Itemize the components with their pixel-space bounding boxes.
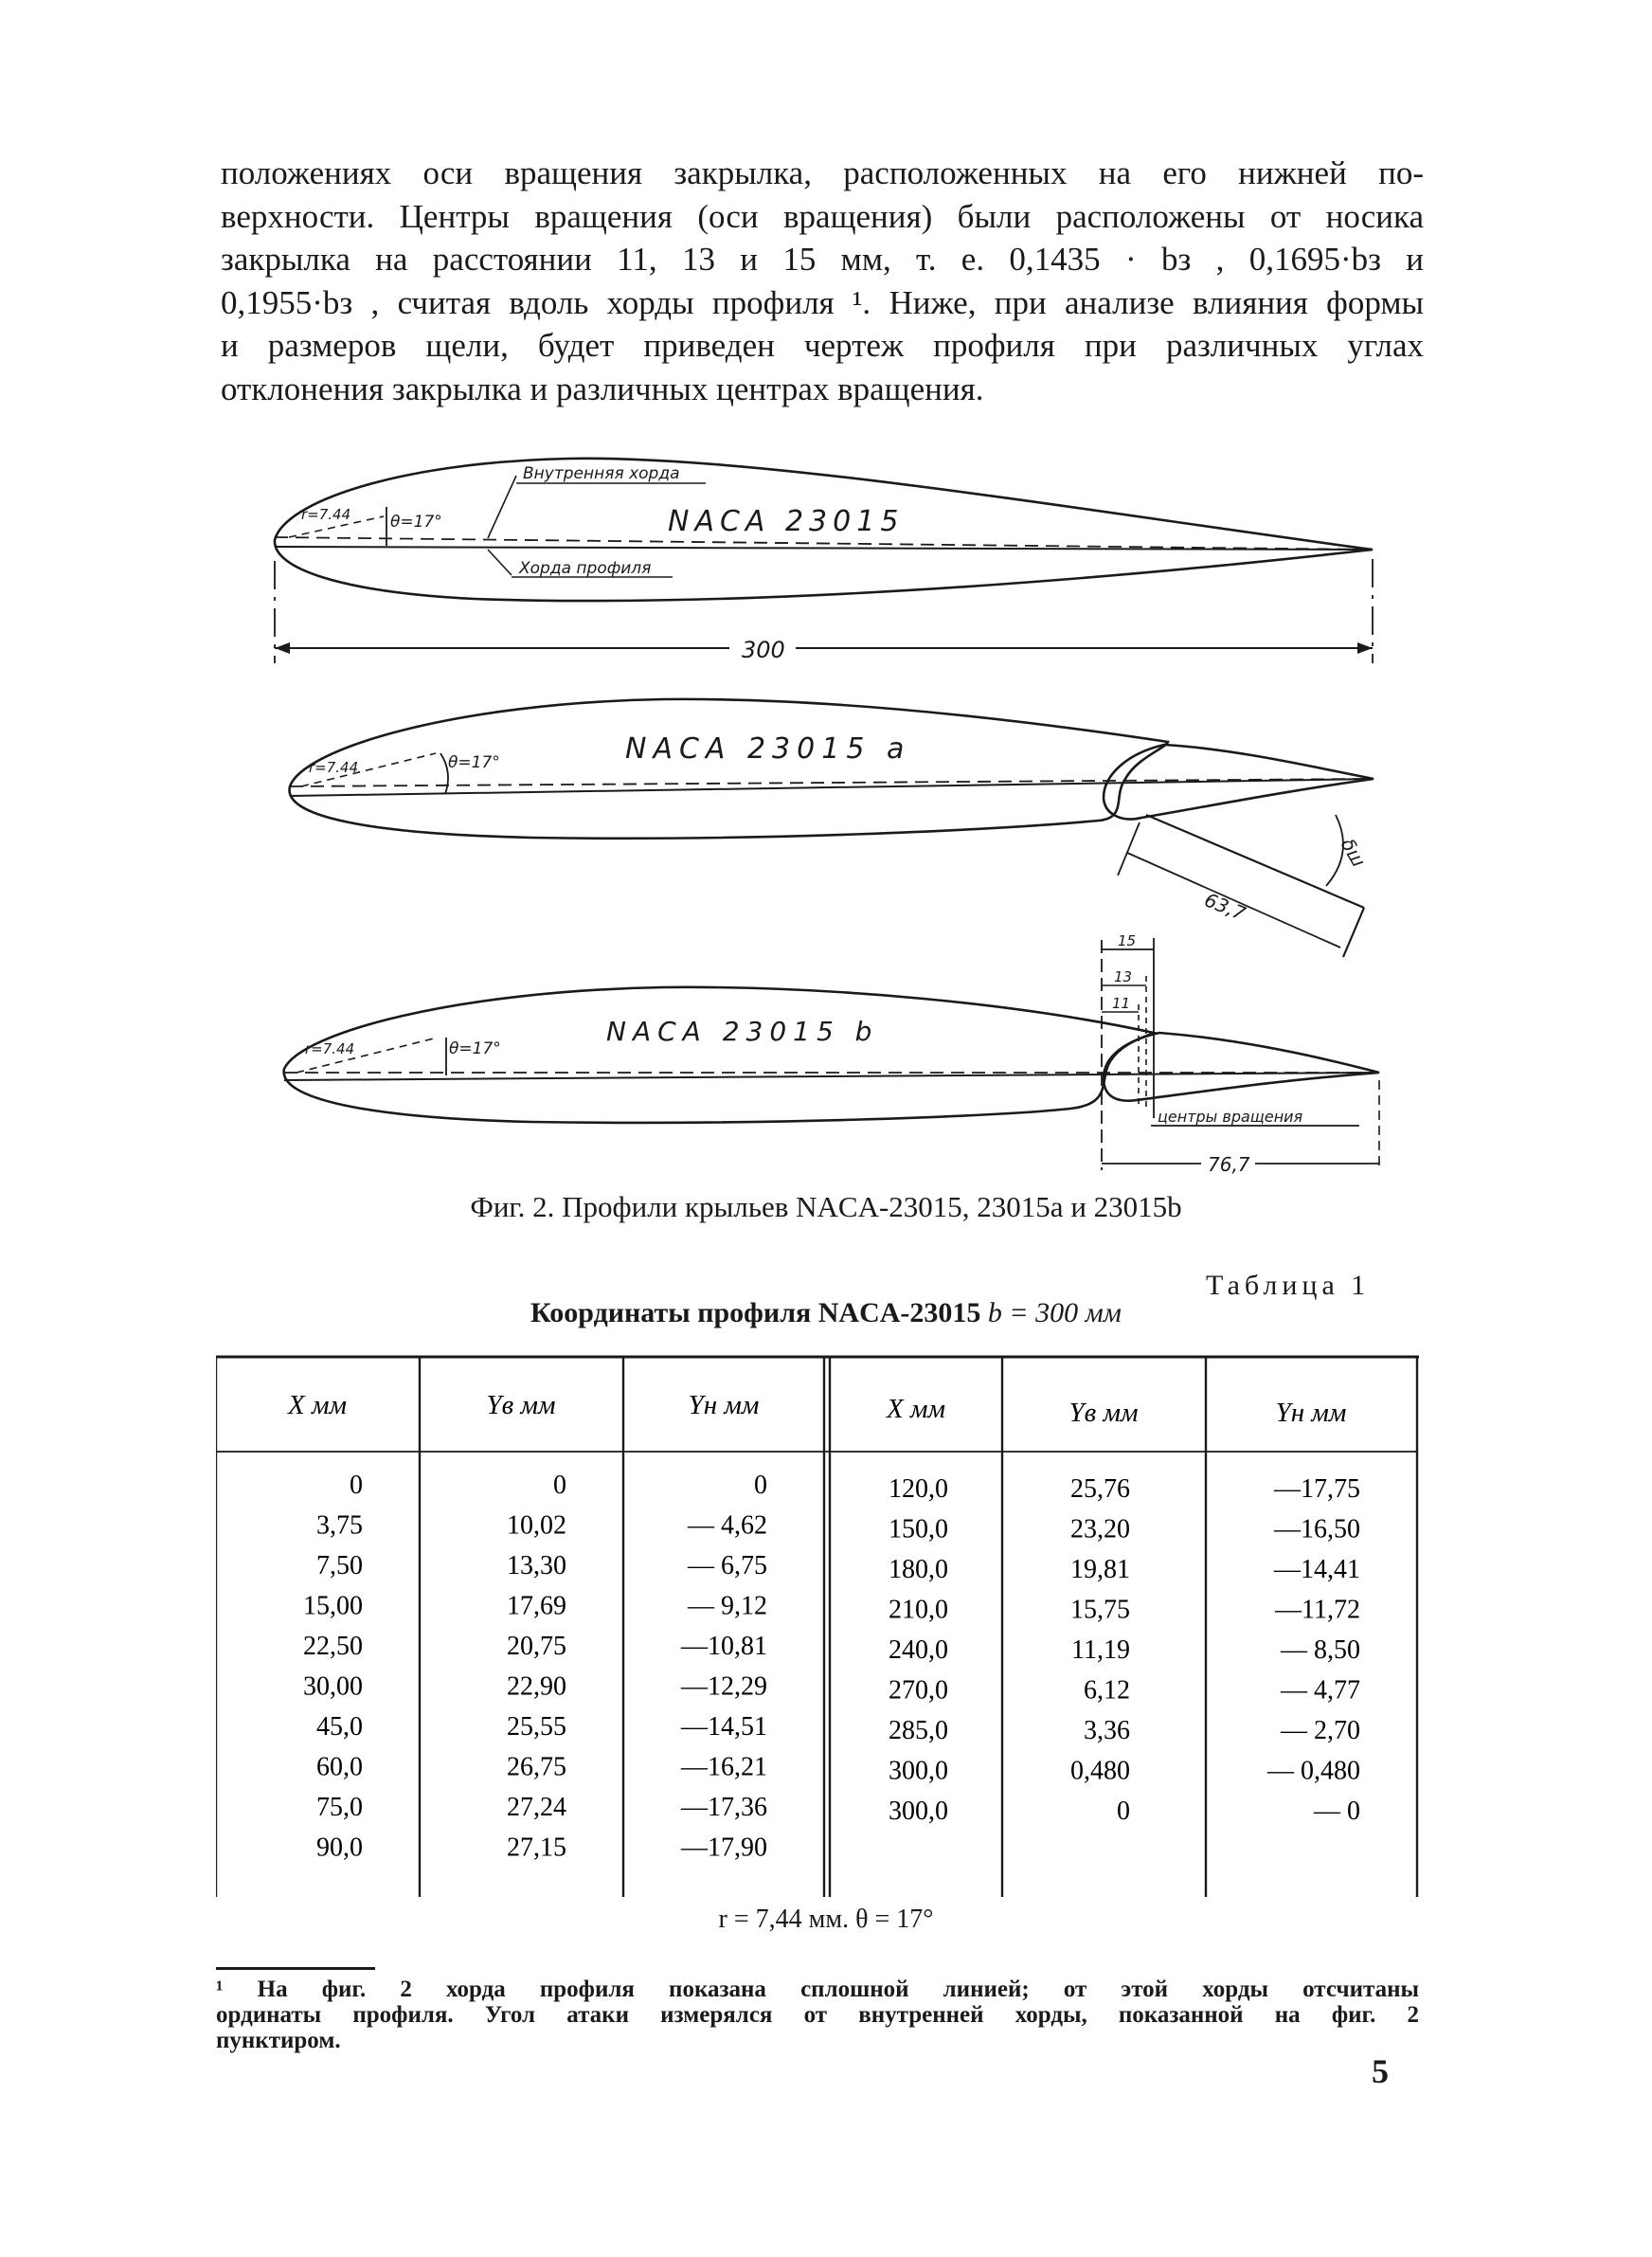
- right-cell-r7-c2: — 0,480: [1267, 1756, 1360, 1786]
- paragraph-line: 0,1955·bз , считая вдоль хорды профиля ¹. Ниже, при анализе влияния формы: [221, 283, 1424, 321]
- span-label: 300: [742, 637, 785, 663]
- right-cell-r8-c1: 0: [1117, 1797, 1130, 1826]
- chord-line: [275, 547, 1373, 550]
- profile-naca-23015: [275, 459, 1373, 663]
- page-number: 5: [1372, 2052, 1389, 2090]
- flap-chord-label: 63,7: [1201, 888, 1249, 926]
- flap-angle-label: δш: [1336, 834, 1371, 871]
- left-cell-r6-c2: —14,51: [681, 1712, 767, 1742]
- theta-label: θ=17°: [390, 513, 442, 532]
- right-cell-r1-c2: —16,50: [1274, 1514, 1360, 1544]
- centers-label: центры вращения: [1158, 1108, 1303, 1126]
- inner-chord-line: [290, 779, 1374, 786]
- right-cell-r5-c2: — 4,77: [1281, 1675, 1360, 1706]
- profile-name: NACA 23015 b: [606, 1016, 879, 1047]
- table-title: [0, 1297, 1652, 1329]
- profile-name: NACA 23015 a: [625, 732, 911, 766]
- left-cell-r9-c2: —17,90: [681, 1833, 767, 1863]
- dim-13-label: 13: [1114, 968, 1133, 985]
- flap-deflected-te: [1343, 908, 1364, 957]
- span-arrow-right: [1357, 642, 1373, 654]
- main-airfoil-outline: [284, 987, 1154, 1123]
- right-cell-r5-c1: 6,12: [1084, 1675, 1130, 1706]
- chord-line: [290, 779, 1374, 796]
- left-cell-r0-c0: 0: [350, 1471, 363, 1500]
- dim-11-label: 11: [1112, 995, 1131, 1012]
- dim-15-label: 15: [1118, 932, 1137, 949]
- right-cell-r4-c2: — 8,50: [1281, 1635, 1360, 1665]
- left-cell-r7-c2: —16,21: [681, 1752, 767, 1782]
- right-cell-r5-c0: 270,0: [889, 1675, 948, 1706]
- right-cell-r3-c2: —11,72: [1275, 1595, 1360, 1625]
- left-cell-r5-c2: —12,29: [681, 1671, 767, 1702]
- figure-caption: Фиг. 2. Профили крыльев NACA-23015, 23015a и 23015b: [470, 1190, 1182, 1223]
- left-cell-r2-c1: 13,30: [507, 1551, 566, 1580]
- left-cell-r2-c2: — 6,75: [688, 1551, 767, 1580]
- left-cell-r1-c2: — 4,62: [688, 1510, 767, 1541]
- flap-extension: [1118, 822, 1140, 876]
- radius-label: r=7.44: [301, 506, 351, 523]
- left-cell-r4-c1: 20,75: [507, 1632, 566, 1661]
- chord-label: Хорда профиля: [519, 559, 652, 578]
- header-yv-right: Yв мм: [1068, 1398, 1139, 1428]
- chord-leader: [488, 550, 512, 575]
- right-cell-r8-c0: 300,0: [889, 1797, 948, 1826]
- right-cell-r2-c0: 180,0: [889, 1555, 948, 1584]
- right-cell-r2-c2: —14,41: [1274, 1555, 1360, 1584]
- footnote-line: ординаты профиля. Угол атаки измерялся от внутренней хорды, показанной на фиг. 2: [216, 2002, 1419, 2028]
- table-title-main: Координаты профиля NACA-23015: [530, 1297, 981, 1328]
- theta-arc: [440, 753, 448, 794]
- left-cell-r3-c0: 15,00: [303, 1591, 363, 1621]
- chord-line: [284, 1073, 1379, 1080]
- header-x-right: X мм: [887, 1394, 945, 1424]
- table-title-chord: b = 300 мм: [987, 1297, 1122, 1328]
- footnote: [216, 1977, 1419, 2053]
- coordinates-table: [216, 1355, 1419, 1897]
- left-cell-r4-c2: —10,81: [681, 1632, 767, 1661]
- left-cell-r6-c0: 45,0: [316, 1712, 363, 1742]
- footnote-line: пунктиром.: [216, 2028, 341, 2053]
- header-yn-left: Yн мм: [688, 1390, 760, 1420]
- left-cell-r8-c2: —17,36: [681, 1793, 767, 1822]
- left-cell-r6-c1: 25,55: [507, 1712, 566, 1742]
- left-cell-r3-c2: — 9,12: [688, 1591, 767, 1621]
- right-cell-r6-c0: 285,0: [889, 1716, 948, 1745]
- right-cell-r7-c1: 0,480: [1070, 1756, 1130, 1786]
- header-x-left: X мм: [288, 1390, 347, 1420]
- right-cell-r1-c0: 150,0: [889, 1514, 948, 1544]
- left-cell-r9-c1: 27,15: [507, 1833, 566, 1863]
- flap-deflected-chord: [1146, 815, 1364, 908]
- theta-label: θ=17°: [448, 753, 500, 772]
- left-cell-r8-c1: 27,24: [507, 1793, 566, 1822]
- header-yv-left: Yв мм: [486, 1390, 556, 1420]
- inner-chord-leader: [488, 476, 516, 538]
- left-cell-r0-c1: 0: [553, 1471, 566, 1500]
- span-arrow-left: [275, 642, 290, 654]
- flap-chord-label: 76,7: [1208, 1153, 1250, 1176]
- right-cell-r6-c2: — 2,70: [1281, 1716, 1360, 1745]
- left-cell-r5-c0: 30,00: [303, 1671, 363, 1702]
- table-rows: [303, 1471, 1360, 1863]
- radius-label: r=7.44: [305, 1040, 355, 1057]
- left-cell-r1-c0: 3,75: [316, 1510, 363, 1541]
- footnote-line: ¹ На фиг. 2 хорда профиля показана сплошной линией; от этой хорды отсчитаны: [216, 1977, 1419, 2002]
- left-cell-r7-c0: 60,0: [316, 1752, 363, 1782]
- radius-label: r=7.44: [309, 759, 359, 776]
- table-label: Таблица 1: [1206, 1270, 1371, 1301]
- right-cell-r1-c1: 23,20: [1070, 1514, 1130, 1544]
- left-cell-r0-c2: 0: [754, 1471, 767, 1500]
- flap-outline: [1104, 1033, 1379, 1101]
- left-cell-r9-c0: 90,0: [316, 1833, 363, 1863]
- right-cell-r3-c1: 15,75: [1070, 1595, 1130, 1625]
- header-yn-right: Yн мм: [1275, 1398, 1347, 1428]
- params-line: r = 7,44 мм. θ = 17°: [718, 1905, 934, 1934]
- paragraph-line: закрылка на расстоянии 11, 13 и 15 мм, т. е. 0,1435 · bз , 0,1695·bз и: [221, 241, 1424, 278]
- paragraph-line: положениях оси вращения закрылка, расположенных на его нижней по-: [221, 154, 1424, 191]
- left-cell-r3-c1: 17,69: [507, 1591, 566, 1621]
- paragraph-line: верхности. Центры вращения (оси вращения) были расположены от носика: [221, 197, 1424, 235]
- main-airfoil-outline: [290, 699, 1168, 839]
- left-cell-r8-c0: 75,0: [316, 1793, 363, 1822]
- paragraph-line: и размеров щели, будет приведен чертеж профиля при различных углах: [221, 327, 1424, 364]
- theta-label: θ=17°: [449, 1039, 501, 1058]
- profile-name: NACA 23015: [668, 505, 905, 538]
- inner-chord-label: Внутренняя хорда: [523, 464, 680, 483]
- right-cell-r7-c0: 300,0: [889, 1756, 948, 1786]
- left-cell-r7-c1: 26,75: [507, 1752, 566, 1782]
- right-cell-r3-c0: 210,0: [889, 1595, 948, 1625]
- right-cell-r4-c0: 240,0: [889, 1635, 948, 1665]
- left-cell-r4-c0: 22,50: [303, 1632, 363, 1661]
- left-cell-r2-c0: 7,50: [316, 1551, 363, 1580]
- right-cell-r0-c2: —17,75: [1274, 1474, 1360, 1504]
- paragraph-line: отклонения закрылка и различных центрах вращения.: [221, 370, 984, 407]
- right-cell-r6-c1: 3,36: [1084, 1716, 1130, 1745]
- right-cell-r4-c1: 11,19: [1071, 1635, 1130, 1665]
- left-cell-r1-c1: 10,02: [507, 1510, 566, 1541]
- left-cell-r5-c1: 22,90: [507, 1671, 566, 1702]
- right-cell-r8-c2: — 0: [1314, 1797, 1360, 1826]
- footnote-rule: [216, 1967, 375, 1970]
- right-cell-r2-c1: 19,81: [1070, 1555, 1130, 1584]
- right-cell-r0-c0: 120,0: [889, 1474, 948, 1504]
- right-cell-r0-c1: 25,76: [1070, 1474, 1130, 1504]
